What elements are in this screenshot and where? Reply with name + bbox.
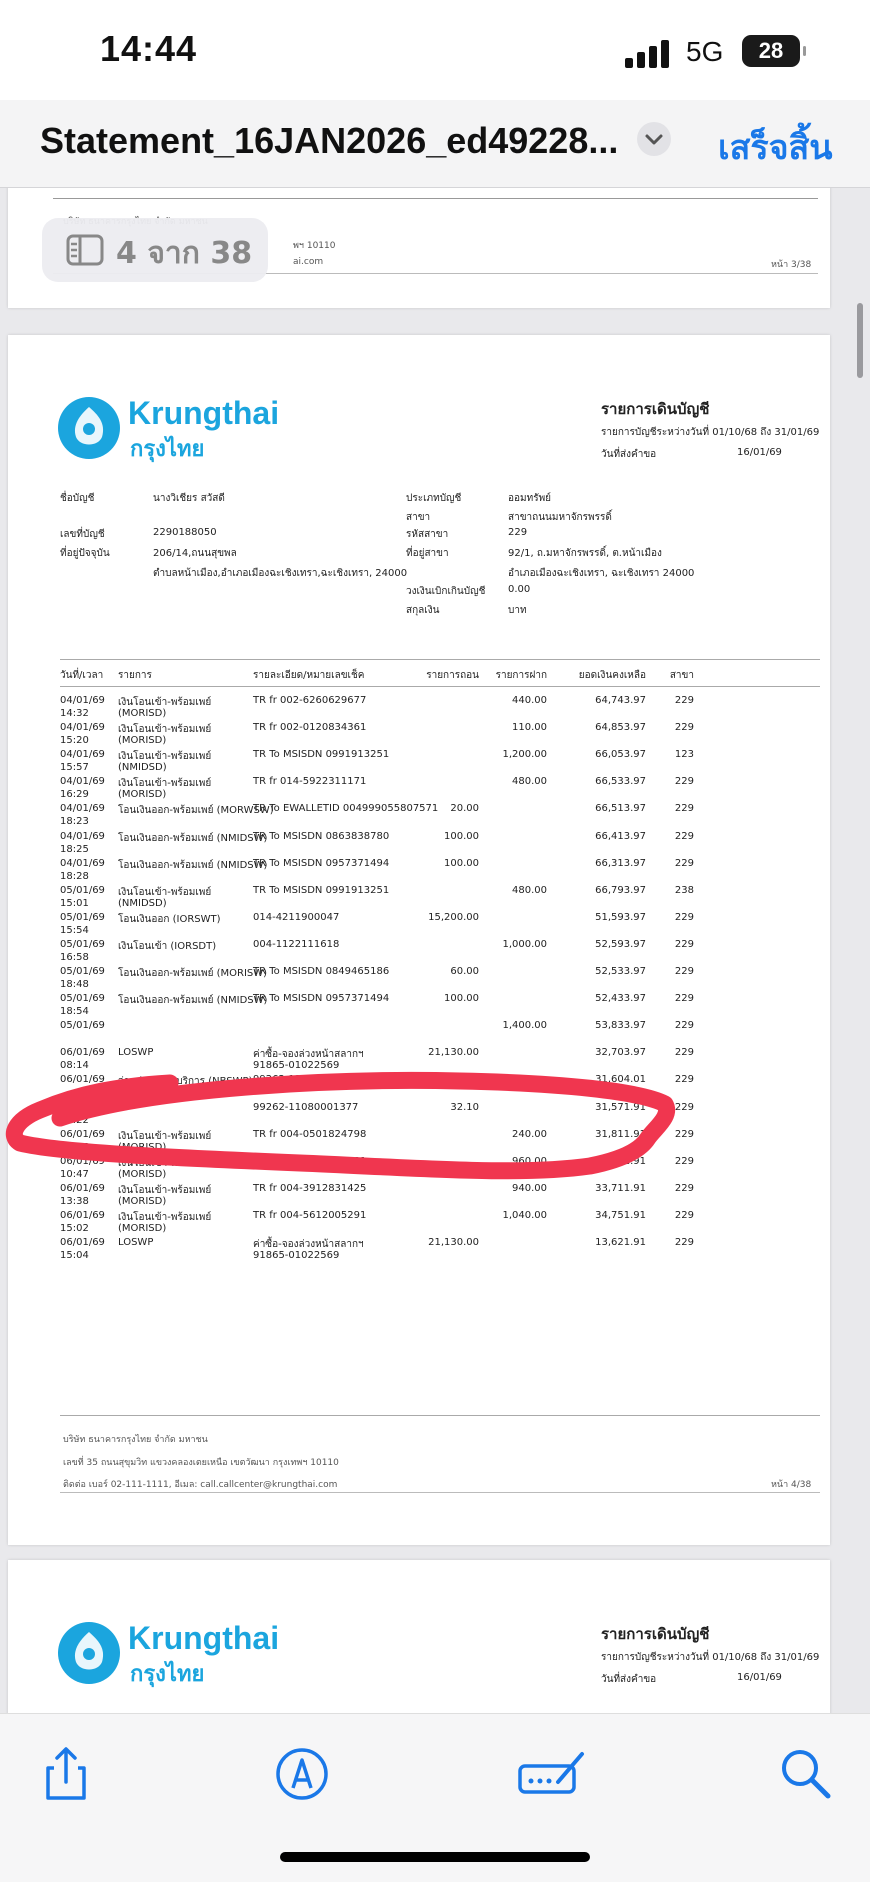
row-balance: 66,513.97 <box>595 803 646 815</box>
krungthai-logo-icon <box>58 1622 120 1684</box>
row-date: 06/01/ <box>60 1101 93 1113</box>
info-value: ออมทรัพย์ <box>508 493 552 504</box>
row-branch: 229 <box>674 1209 694 1221</box>
table-row <box>8 885 830 912</box>
chevron-down-icon <box>637 122 671 156</box>
row-detail: TR fr 002-0120834361 <box>253 722 367 734</box>
footer-address: เลขที่ 35 ถนนสุขุมวิท แขวงคลองเตยเหนือ เขตวัฒนา กรุงเทพฯ 10110 <box>63 1458 339 1468</box>
row-branch: 229 <box>674 1182 694 1194</box>
row-deposit: 240.00 <box>512 1128 547 1140</box>
table-row <box>8 1183 830 1210</box>
done-button[interactable]: เสร็จสิ้น <box>718 128 833 168</box>
table-row <box>8 722 830 749</box>
row-branch: 229 <box>674 993 694 1005</box>
info-label: ที่อยู่สาขา <box>406 548 449 559</box>
row-branch: 229 <box>674 1074 694 1086</box>
title-bar <box>0 100 870 188</box>
row-description-code: (MORISD) <box>118 1222 167 1234</box>
row-branch: 229 <box>674 1101 694 1113</box>
search-icon[interactable] <box>776 1744 836 1804</box>
table-row <box>8 1102 830 1129</box>
row-branch: 229 <box>674 722 694 734</box>
logo-text-th: กรุงไทย <box>130 437 205 462</box>
row-deposit: 480.00 <box>512 884 547 896</box>
row-date: 06/01/69 <box>60 1182 105 1194</box>
row-withdraw: 21,130.00 <box>428 1047 479 1059</box>
row-date: 04/01/69 <box>60 830 105 842</box>
request-date-label: วันที่ส่งคำขอ <box>601 449 657 460</box>
row-description: เงินโอนเข้า-พร้อมเพย์ <box>118 1211 212 1223</box>
row-balance: 33,711.91 <box>595 1182 646 1194</box>
column-header: รายการถอน <box>426 670 479 681</box>
row-date: 04/01/69 <box>60 776 105 788</box>
divider <box>60 686 820 687</box>
row-date: 06/01/69 <box>60 1155 105 1167</box>
row-description: เงินโอนเข้า-พร้อมเพย์ <box>118 1157 212 1169</box>
row-branch: 229 <box>674 776 694 788</box>
info-label: สาขา <box>406 512 431 523</box>
row-withdraw: 20.00 <box>450 803 479 815</box>
row-balance: 66,313.97 <box>595 857 646 869</box>
signal-icon <box>625 40 671 68</box>
page3-web: ai.com <box>293 257 324 267</box>
row-description: เงินโอนเข้า (IORSDT) <box>118 940 217 952</box>
document-title[interactable]: Statement_16JAN2026_ed49228... <box>40 120 619 161</box>
divider <box>60 1492 820 1493</box>
status-bar <box>0 0 870 100</box>
table-row <box>8 1129 830 1156</box>
statement-period: รายการบัญชีระหว่างวันที่ 01/10/68 ถึง 31/01/69 <box>601 1652 820 1663</box>
row-time: 10:26 <box>60 1141 89 1153</box>
info-value: ตำบลหน้าเมือง,อำเภอเมืองฉะเชิงเทรา,ฉะเชิงเทรา, 24000 <box>153 568 408 579</box>
row-detail: TR fr 014-5922311171 <box>253 776 367 788</box>
row-description-code: (MORISD) <box>118 1195 167 1207</box>
row-branch: 229 <box>674 830 694 842</box>
row-balance: 52,433.97 <box>595 993 646 1005</box>
row-description: เงินโอนเข้า-พร้อมเพย์ <box>118 697 212 708</box>
row-date: 04/01/69 <box>60 695 105 706</box>
row-branch: 229 <box>674 803 694 815</box>
row-time: 15:57 <box>60 762 89 774</box>
row-description: เงินโอนเข้า-พร้อมเพย์ <box>118 886 212 898</box>
logo-text-en: Krungthai <box>128 1620 280 1656</box>
row-withdraw: 32.10 <box>450 1101 479 1113</box>
table-row <box>8 1237 830 1264</box>
page-4 <box>8 335 830 1545</box>
row-date: 05/01/69 <box>60 993 105 1005</box>
divider <box>60 659 820 660</box>
row-date: 05/01/69 <box>60 884 105 896</box>
page4-page-number: หน้า 4/38 <box>771 1480 812 1490</box>
row-date: 04/01/69 <box>60 722 105 734</box>
row-detail: 99262-11080144499 <box>253 1074 359 1086</box>
markup-icon[interactable] <box>272 1744 332 1804</box>
info-value: 206/14,ถนนสุขพล <box>153 548 237 559</box>
row-time: 15:04 <box>60 1250 89 1261</box>
table-row <box>8 749 830 776</box>
table-row <box>8 939 830 966</box>
table-row <box>8 695 830 722</box>
row-deposit: 1,200.00 <box>502 749 547 761</box>
row-withdraw: 15,200.00 <box>428 911 479 923</box>
request-date-label: วันที่ส่งคำขอ <box>601 1674 657 1685</box>
row-description: โอนเงินออก-พร้อมเพย์ (MORWSW) <box>118 805 274 817</box>
row-withdraw: 21,130.00 <box>428 1237 479 1248</box>
row-description-code: (MORISD) <box>118 735 167 747</box>
home-indicator[interactable] <box>280 1852 590 1862</box>
row-description: เงินโอนเข้า-พร้อมเพย์ <box>118 724 212 736</box>
row-time: 15:20 <box>60 735 89 747</box>
row-withdraw: 100.00 <box>444 993 479 1005</box>
row-balance: 66,053.97 <box>595 749 646 761</box>
row-description: โอนเงินออก (IORSWT) <box>118 913 221 925</box>
info-label: วงเงินเบิกเกินบัญชี <box>406 586 486 597</box>
row-balance: 64,743.97 <box>595 695 646 706</box>
row-branch: 238 <box>674 884 694 896</box>
info-label: สกุลเงิน <box>406 605 440 616</box>
row-description: LOSWP <box>118 1237 154 1248</box>
info-value: นางวิเชียร สวัสดี <box>153 493 225 504</box>
row-description: โอนเงินออก-พร้อมเพย์ (MORISW) <box>118 968 268 979</box>
row-balance: 51,593.97 <box>595 911 646 923</box>
table-row <box>8 912 830 939</box>
logo-text-th: กรุงไทย <box>130 1662 205 1687</box>
row-branch: 229 <box>674 938 694 950</box>
row-date: 06/01/69 <box>60 1237 105 1248</box>
footer-contact: ติดต่อ เบอร์ 02-111-1111, อีเมล: call.callcenter@krungthai.com <box>63 1480 338 1490</box>
table-row <box>8 993 830 1020</box>
row-branch: 229 <box>674 1128 694 1140</box>
row-branch: 229 <box>674 1237 694 1248</box>
row-date: 05/01/69 <box>60 911 105 923</box>
table-row <box>8 1074 830 1101</box>
row-deposit: 110.00 <box>512 722 547 734</box>
row-time: 18:28 <box>60 870 89 882</box>
row-detail: TR To MSISDN 0957371494 <box>253 857 390 869</box>
row-balance: 66,533.97 <box>595 776 646 788</box>
row-description: เงินโอนเข้า-พร้อมเพย์ <box>118 1184 212 1196</box>
row-balance: 53,833.97 <box>595 1020 646 1032</box>
info-value: สาขาถนนมหาจักรพรรดิ์ <box>508 512 612 523</box>
info-label: ที่อยู่ปัจจุบัน <box>60 548 110 559</box>
row-detail: TR fr 004-3912831425 <box>253 1182 367 1194</box>
column-header: วันที่/เวลา <box>60 670 104 681</box>
row-detail: TR fr 002-6260629677 <box>253 695 367 706</box>
row-branch: 229 <box>674 966 694 977</box>
row-time: 16:58 <box>60 951 89 963</box>
info-label: เลขที่บัญชี <box>60 529 105 540</box>
column-header: รายการ <box>118 670 152 681</box>
info-value: 92/1, ถ.มหาจักรพรรดิ์, ต.หน้าเมือง <box>508 548 662 559</box>
row-deposit: 1,400.00 <box>502 1020 547 1032</box>
row-description-code: (MORISD) <box>118 1168 167 1180</box>
column-header: รายละเอียด/หมายเลขเช็ค <box>253 670 365 681</box>
row-date: 06/01/69 <box>60 1047 105 1059</box>
row-date: 04/01/69 <box>60 749 105 761</box>
row-balance: 52,593.97 <box>595 938 646 950</box>
row-detail: TR To MSISDN 0957371494 <box>253 993 390 1005</box>
row-deposit: 1,000.00 <box>502 938 547 950</box>
row-time: 10:47 <box>60 1168 89 1180</box>
page-5 <box>8 1560 830 1713</box>
page-indicator-label: 4 จาก 38 <box>116 236 253 271</box>
row-time: 15:02 <box>60 1222 89 1234</box>
row-detail: TR To MSISDN 0863838780 <box>253 830 390 842</box>
row-date: 04/01/69 <box>60 857 105 869</box>
row-branch: 229 <box>674 1155 694 1167</box>
row-description: เงินโอนเข้า-พร้อมเพย์ <box>118 778 212 790</box>
row-date: 05/01/69 <box>60 966 105 977</box>
info-value: 0.00 <box>508 584 531 595</box>
row-time: 18:23 <box>60 816 89 828</box>
title-menu-button[interactable] <box>637 122 671 156</box>
row-withdraw: 60.00 <box>450 966 479 977</box>
request-date: 16/01/69 <box>737 447 782 458</box>
row-deposit: 1,040.00 <box>502 1209 547 1221</box>
request-date: 16/01/69 <box>737 1672 782 1683</box>
sidebar-icon <box>66 234 104 266</box>
row-deposit: 940.00 <box>512 1182 547 1194</box>
row-time: 18:25 <box>60 843 89 855</box>
row-detail: TR fr 004-0501824798 <box>253 1128 367 1140</box>
row-description-code: (MORISD) <box>118 1141 167 1153</box>
column-header: ยอดเงินคงเหลือ <box>578 670 646 681</box>
row-branch: 229 <box>674 857 694 869</box>
row-detail: TR To EWALLETID 004999055807571 <box>253 803 439 815</box>
row-deposit: 440.00 <box>512 695 547 706</box>
divider <box>53 198 818 199</box>
footer-company: บริษัท ธนาคารกรุงไทย จำกัด มหาชน <box>63 1435 208 1445</box>
row-balance: 64,853.97 <box>595 722 646 734</box>
table-row <box>8 858 830 885</box>
row-description: เงินโอนเข้า-พร้อมเพย์ <box>118 1130 212 1142</box>
divider <box>60 1415 820 1416</box>
row-deposit: 480.00 <box>512 776 547 788</box>
row-date: 06/01/69 <box>60 1209 105 1221</box>
row-time: 16:29 <box>60 789 89 801</box>
status-time: 14:44 <box>100 28 198 69</box>
statement-title: รายการเดินบัญชี <box>601 1625 710 1643</box>
row-description: LOSWP <box>118 1047 154 1059</box>
network-label: 5G <box>686 36 724 67</box>
row-description: เงินโอนเข้า-พร้อมเพย์ <box>118 751 212 763</box>
table-row <box>8 831 830 858</box>
row-time: 18:54 <box>60 1006 89 1018</box>
row-detail: ค่าซื้อ-จองล่วงหน้าสลากฯ <box>253 1239 364 1250</box>
battery-icon: 28 <box>742 35 800 67</box>
info-label: ประเภทบัญชี <box>406 493 462 504</box>
info-label: ชื่อบัญชี <box>60 493 95 504</box>
row-time: 13:38 <box>60 1195 89 1207</box>
row-balance: 31,604.01 <box>595 1074 646 1086</box>
info-value: อำเภอเมืองฉะเชิงเทรา, ฉะเชิงเทรา 24000 <box>508 568 695 579</box>
row-detail: 99262-11080001377 <box>253 1101 359 1113</box>
row-description-code: (NMIDSD) <box>118 762 167 774</box>
row-detail: TR To MSISDN 0991913251 <box>253 749 390 761</box>
signature-icon[interactable] <box>514 1744 590 1804</box>
row-detail: TR To MSISDN 0849465186 <box>253 966 390 977</box>
row-balance: 31,571.91 <box>595 1101 646 1113</box>
row-deposit: 960.00 <box>512 1155 547 1167</box>
row-branch: 229 <box>674 695 694 706</box>
row-balance: 13,621.91 <box>595 1237 646 1248</box>
row-detail-ref: 91865-01022569 <box>253 1250 340 1261</box>
row-description-code: (NMIDSD) <box>118 897 167 909</box>
document-viewer[interactable] <box>0 188 870 1713</box>
table-row <box>8 776 830 803</box>
row-detail-ref: 91865-01022569 <box>253 1060 340 1072</box>
row-balance: 31,811.91 <box>595 1128 646 1140</box>
share-icon[interactable] <box>36 1744 96 1804</box>
info-label: รหัสสาขา <box>406 529 449 540</box>
krungthai-logo-icon <box>58 397 120 459</box>
row-balance: 32,771.91 <box>595 1155 646 1167</box>
row-time: 15:54 <box>60 924 89 936</box>
row-description: โอนเงินออก-พร้อมเพย์ (NMIDSW) <box>118 832 268 844</box>
row-branch: 229 <box>674 1047 694 1059</box>
row-date: 05/01/69 <box>60 1020 105 1032</box>
row-withdraw: 100.00 <box>444 857 479 869</box>
row-detail: TR fr 004-5612005291 <box>253 1209 367 1221</box>
table-row <box>8 1047 830 1074</box>
row-time: 14:32 <box>60 708 89 719</box>
column-header: รายการฝาก <box>495 670 547 681</box>
row-date: 06/01/69 <box>60 1074 105 1086</box>
row-date: 05/01/69 <box>60 938 105 950</box>
info-value: 229 <box>508 527 528 538</box>
row-date: 04/01/69 <box>60 803 105 815</box>
statement-period: รายการบัญชีระหว่างวันที่ 01/10/68 ถึง 31/01/69 <box>601 427 820 438</box>
row-balance: 52,533.97 <box>595 966 646 977</box>
row-branch: 229 <box>674 1020 694 1032</box>
table-row <box>8 1210 830 1237</box>
info-value: บาท <box>508 605 527 616</box>
row-detail: TR To MSISDN 0991913251 <box>253 884 390 896</box>
row-balance: 34,751.91 <box>595 1209 646 1221</box>
table-row <box>8 966 830 993</box>
row-time: 18:48 <box>60 979 89 990</box>
row-description-code: (MORISD) <box>118 708 167 719</box>
logo-text-en: Krungthai <box>128 395 280 431</box>
row-time: 08:22 <box>60 1114 89 1126</box>
page3-page-number: หน้า 3/38 <box>771 260 812 270</box>
row-detail: 014-4211900047 <box>253 911 340 923</box>
page-indicator[interactable] <box>42 218 268 282</box>
row-balance: 66,413.97 <box>595 830 646 842</box>
scrollbar[interactable] <box>857 303 863 378</box>
row-time: 08:14 <box>60 1060 89 1072</box>
row-time: 15:01 <box>60 897 89 909</box>
row-balance: 32,703.97 <box>595 1047 646 1059</box>
row-description-code: (MORISD) <box>118 789 167 801</box>
table-row <box>8 1020 830 1047</box>
row-balance: 66,793.97 <box>595 884 646 896</box>
row-detail: TR fr 004-8472163281 <box>253 1155 367 1167</box>
row-branch: 123 <box>674 749 694 761</box>
row-description: โอนเงินออก-พร้อมเพย์ (NMIDSW) <box>118 995 268 1007</box>
row-withdraw: 100.00 <box>444 830 479 842</box>
table-row <box>8 1156 830 1183</box>
info-value: 2290188050 <box>153 527 217 538</box>
table-row <box>8 803 830 830</box>
page3-address: พฯ 10110 <box>293 241 336 251</box>
row-date: 06/01/69 <box>60 1128 105 1140</box>
column-header: สาขา <box>669 670 694 681</box>
row-detail: 004-1122111618 <box>253 938 340 950</box>
statement-title: รายการเดินบัญชี <box>601 400 710 418</box>
row-detail: ค่าซื้อ-จองล่วงหน้าสลากฯ <box>253 1049 364 1061</box>
row-description: จ่ายค่าสินค้า/บริการ (NBSWP) <box>118 1076 253 1088</box>
row-description: โอนเงินออก-พร้อมเพย์ (NMIDSW) <box>118 859 268 871</box>
row-branch: 229 <box>674 911 694 923</box>
